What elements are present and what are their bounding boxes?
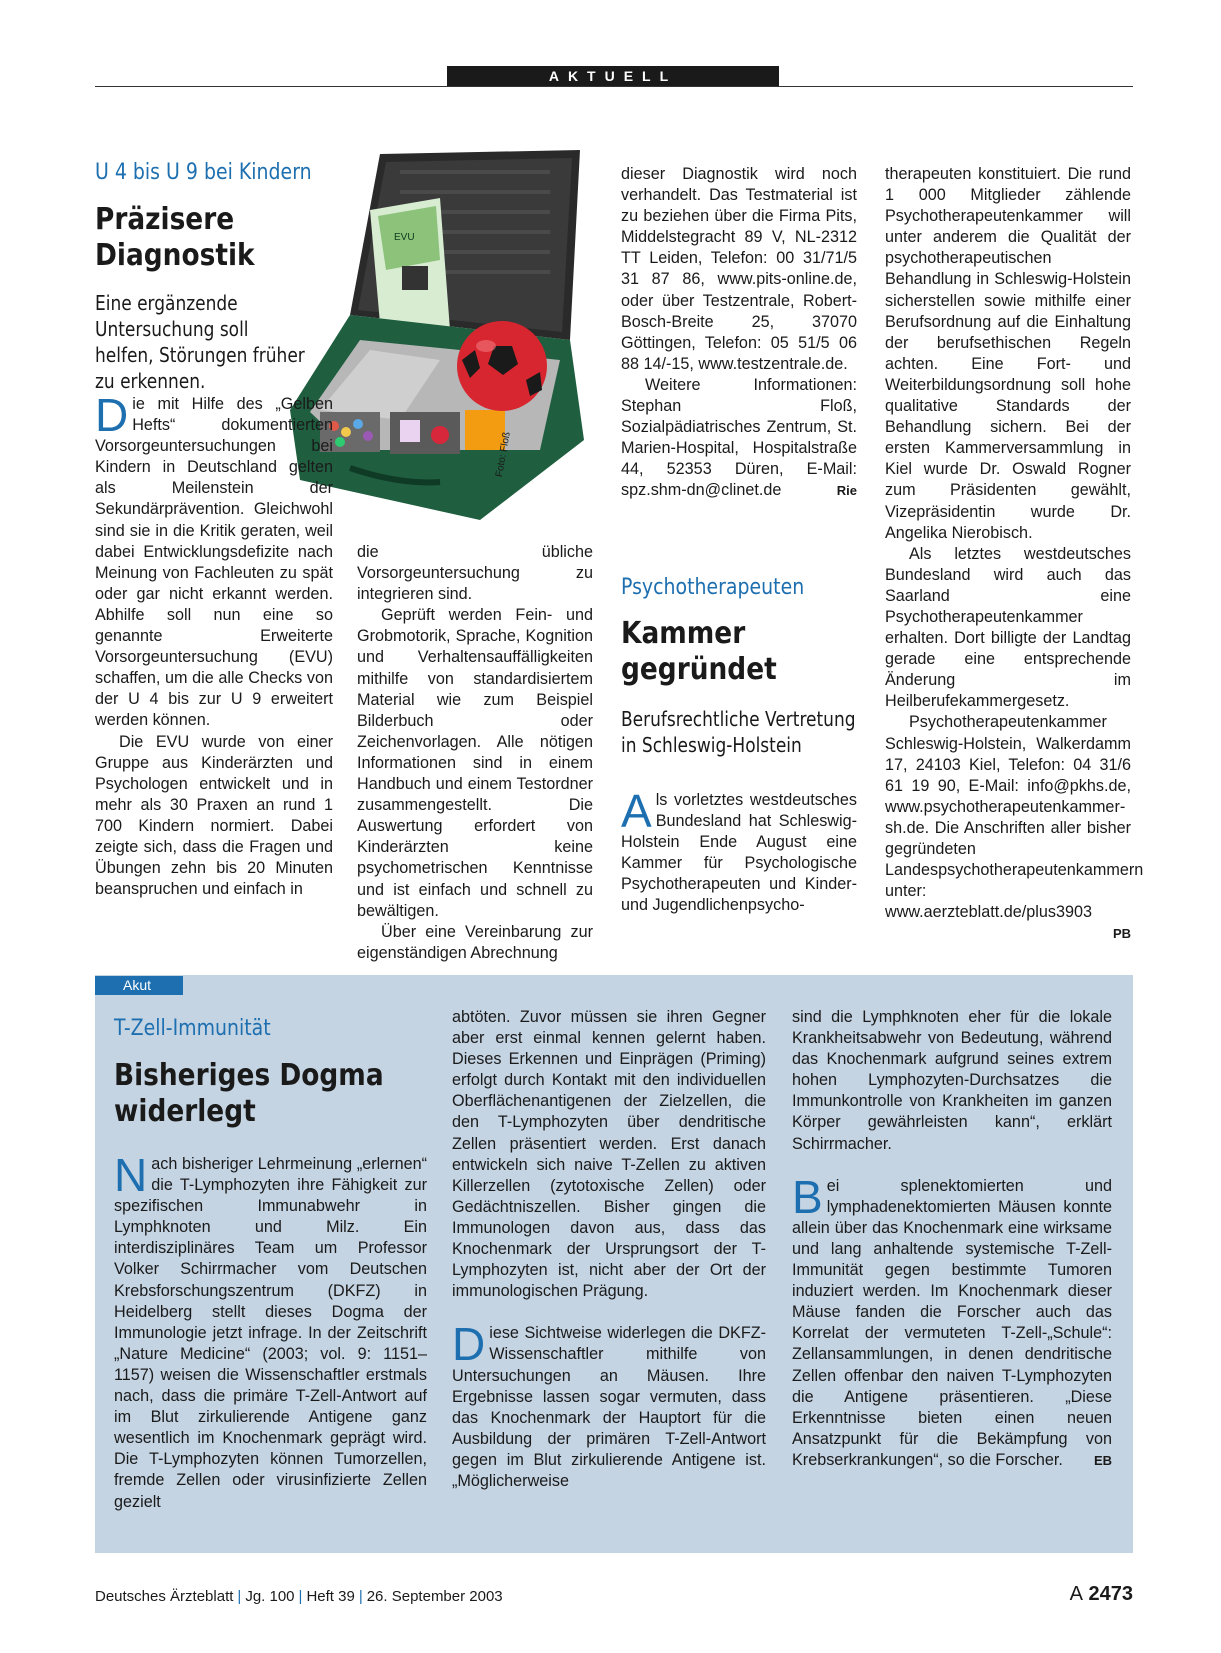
drop-cap: B — [792, 1170, 823, 1223]
section-label: AKTUELL — [447, 66, 779, 86]
article2-paragraph: Psychotherapeutenkammer Schleswig-Holstein, Walkerdamm 17, 24103 Kiel, Telefon: 04 31/6 61 19 90, E-Mail: info@pkhs.de, www.psychotherapeutenkammer-sh.de. Die Anschriften aller bisher gegründeten Landespsychotherapeutenkammern unter: www.aerzteblatt.de/plus3903 PB — [885, 712, 1131, 923]
article2-column-4 — [885, 164, 1144, 944]
footer-citation: Deutsches Ärzteblatt | Jg. 100 | Heft 39 | 26. September 2003 — [95, 1588, 503, 1605]
article1-paragraph: Über eine Vereinbarung zur eigenständigen Abrechnung — [357, 922, 593, 962]
article1-paragraph: Die mit Hilfe des „Gelben Hefts“ dokumentierten Vorsorgeuntersuchungen bei Kindern in Deutschland gelten als Meilenstein der Sekundärprävention. Gleichwohl sind sie in die Kritik geraten, weil dabei Entwicklungsdefizite nach Meinung von Fachleuten zu spät oder gar nicht erkannt werden. Abhilfe soll nun eine so genannte Erweiterte Vorsorgeuntersuchung (EVU) schaffen, um die alle Checks von der U 4 bis zur U 9 erweitert werden können. — [95, 389, 333, 730]
issue-date: 26. September 2003 — [366, 1588, 503, 1605]
akut-tag: Akut — [95, 976, 183, 995]
article2-signature: PB — [1112, 926, 1131, 942]
photo-credit: Foto: Floß — [494, 431, 513, 478]
article3-headline: Bisheriges Dogma widerlegt — [114, 1058, 384, 1129]
article3-kicker: T-Zell-Immunität — [114, 1016, 271, 1041]
article2-paragraph: Als letztes westdeutsches Bundesland wird auch das Saarland eine Psychotherapeutenkammer erhalten. Dort billigte der Landtag gerade eine entsprechende Änderung im Heilberufekammergesetz. — [885, 544, 1131, 711]
article3-column-2 — [452, 1007, 766, 1492]
article1-paragraph: dieser Diagnostik wird noch verhandelt. Das Testmaterial ist zu beziehen über die Firma Pits, Middelstegracht 89 V, NL-2312 TT Leiden, Telefon: 00 31/71/5 31 87 86, www.pits-online.de, oder über Testzentrale, Robert-Bosch-Breite 25, 37070 Göttingen, Telefon: 05 51/5 06 88 14/-15, www.testzentrale.de. — [621, 165, 857, 373]
article2-paragraph: Als vorletztes westdeutsches Bundesland hat Schleswig-Holstein Ende August eine Kammer für Psychologische Psychotherapeuten und Kinder- und Jugendlichenpsycho- — [621, 785, 857, 915]
article3-paragraph: Bei splenektomierten und lymphadenektomierten Mäusen konnte allein über das Knochenmark eine wirksame und lang anhaltende systemische T-Zell-Immunität gegen bestimmte Tumoren induziert werden. Im Knochenmark dieser Mäuse fanden die Forscher auch das Korrelat der vermuteten T-Zell-„Schule“: Zellansammlungen, in denen dendritische Zellen offenbar den naiven T-Lymphozyten die Antigene präsentieren. „Diese Erkenntnisse bieten einen neuen Ansatzpunkt für die Bekämpfung von Krebserkrankungen“, so die Forscher. EB — [792, 1176, 1112, 1471]
volume: Jg. 100 — [245, 1588, 295, 1605]
article1-deck: Eine ergänzende Untersuchung soll helfen, Störungen früher zu erkennen. — [95, 291, 305, 393]
article2-deck: Berufsrechtliche Vertretung in Schleswig-Holstein — [621, 707, 856, 757]
test-kit-photo — [290, 150, 584, 532]
drop-cap: D — [95, 389, 129, 441]
article1-paragraph: Die EVU wurde von einer Gruppe aus Kinderärzten und Psychologen entwickelt und in mehr als 30 Praxen an rund 1 700 Kindern normiert. Dabei zeigte sich, dass die Fragen und Übungen zehn bis 20 Minuten beanspruchen und einfach in — [95, 732, 333, 899]
drop-cap: A — [621, 785, 652, 837]
evu-label: EVU — [394, 232, 415, 243]
article3-signature: EB — [1093, 1452, 1112, 1468]
article1-column-3 — [621, 164, 857, 502]
article2-paragraph: therapeuten konstituiert. Die rund 1 000 Mitglieder zählende Psychotherapeutenkammer will unter anderem die Qualität der psychotherapeutischen Behandlung in Schleswig-Holstein sicherstellen sowie mithilfe einer Berufsordnung auf die Einhaltung der berufsethischen Regeln achten. Eine Fort- und Weiterbildungsordnung soll hohe qualitative Standards der Behandlung sichern. Bei der ersten Kammerversammlung in Kiel wurde Dr. Oswald Rogner zum Präsidenten gewählt, Vizepräsidentin wurde Dr. Angelika Nierobisch. — [885, 165, 1131, 542]
article1-signature: Rie — [836, 483, 857, 499]
article1-kicker: U 4 bis U 9 bei Kindern — [95, 160, 312, 185]
article1-paragraph: die übliche Vorsorgeuntersuchung zu integrieren sind. — [357, 543, 593, 604]
article3-column-3 — [792, 1007, 1112, 1471]
article2-column-3 — [621, 785, 857, 917]
article1-headline: Präzisere Diagnostik — [95, 202, 255, 273]
article3-paragraph: Diese Sichtweise widerlegen die DKFZ-Wissenschaftler mithilfe von Untersuchungen an Mäusen. Ihre Ergebnisse lassen sogar vermuten, dass das Knochenmark der Hauptort für die Ausbildung der primären T-Zell-Antwort gegen im Blut zirkulierende Antigene ist. „Möglicherweise — [452, 1318, 766, 1490]
header-rule — [95, 86, 1133, 87]
article3-paragraph: Nach bisheriger Lehrmeinung „erlernen“ die T-Lymphozyten ihre Fähigkeit zur spezifischen Immunabwehr in Lymphknoten und Milz. Ein interdisziplinäres Team um Professor Volker Schirrmacher vom Deutschen Krebsforschungszentrum (DKFZ) in Heidelberg stellt dieses Dogma der Immunologie jetzt infrage. In der Zeitschrift „Nature Medicine“ (2003; vol. 9: 1151– 1157) weisen die Wissenschaftler erstmals nach, dass die primäre T-Zell-Antwort auf im Blut zirkulierende Antigene ganz wesentlich im Knochenmark geprägt wird. Die T-Lymphozyten können Tumorzellen, fremde Zellen oder virusinfizierte Zellen gezielt — [114, 1149, 427, 1511]
article1-column-2 — [357, 542, 593, 964]
issue: Heft 39 — [306, 1588, 355, 1605]
article2-kicker: Psychotherapeuten — [621, 575, 805, 600]
article3-column-1 — [114, 1149, 427, 1513]
article1-paragraph: Weitere Informationen: Stephan Floß, Sozialpädiatrisches Zentrum, St. Marien-Hospital, Hospitalstraße 44, 52353 Düren, E-Mail: spz.shm-dn@clinet.de Rie — [621, 375, 857, 502]
journal-name: Deutsches Ärzteblatt — [95, 1588, 234, 1605]
article1-column-1 — [95, 389, 333, 900]
drop-cap: D — [452, 1318, 486, 1371]
article3-paragraph: sind die Lymphknoten eher für die lokale Krankheitsabwehr von Bedeutung, während das Knochenmark aufgrund seines extrem hohen Lymphozyten-Durchsatzes die Immunkontrolle von Krankheiten im ganzen Körper gewährleisten kann“, erklärt Schirrmacher. — [792, 1008, 1112, 1153]
drop-cap: N — [114, 1149, 148, 1201]
article1-paragraph: Geprüft werden Fein- und Grobmotorik, Sprache, Kognition und Verhaltensauffälligkeiten mithilfe von standardisiertem Material wie zum Beispiel Bilderbuch oder Zeichenvorlagen. Alle nötigen Informationen sind in einem Handbuch und einem Testordner zusammengestellt. Die Auswertung erfordert von Kinderärzten keine psychometrischen Kenntnisse und ist einfach und schnell zu bewältigen. — [357, 606, 593, 920]
page-number: A 2473 — [1069, 1583, 1133, 1605]
article3-paragraph: abtöten. Zuvor müssen sie ihren Gegner aber erst einmal kennen gelernt haben. Dieses Erkennen und Einprägen (Priming) erfolgt durch Kontakt mit den individuellen Oberflächenantigenen der Zielzellen, die den T-Lymphozyten über dendritische Zellen präsentiert werden. Erst danach entwickeln sich naive T-Zellen zu aktiven Killerzellen (zytotoxische Zellen) oder Gedächtniszellen. Bisher gingen die Immunologen davon aus, dass das Knochenmark der Ursprungsort der T-Lymphozyten ist, nicht aber der Ort der immunologischen Prägung. — [452, 1008, 766, 1301]
article2-headline: Kammer gegründet — [621, 616, 777, 687]
